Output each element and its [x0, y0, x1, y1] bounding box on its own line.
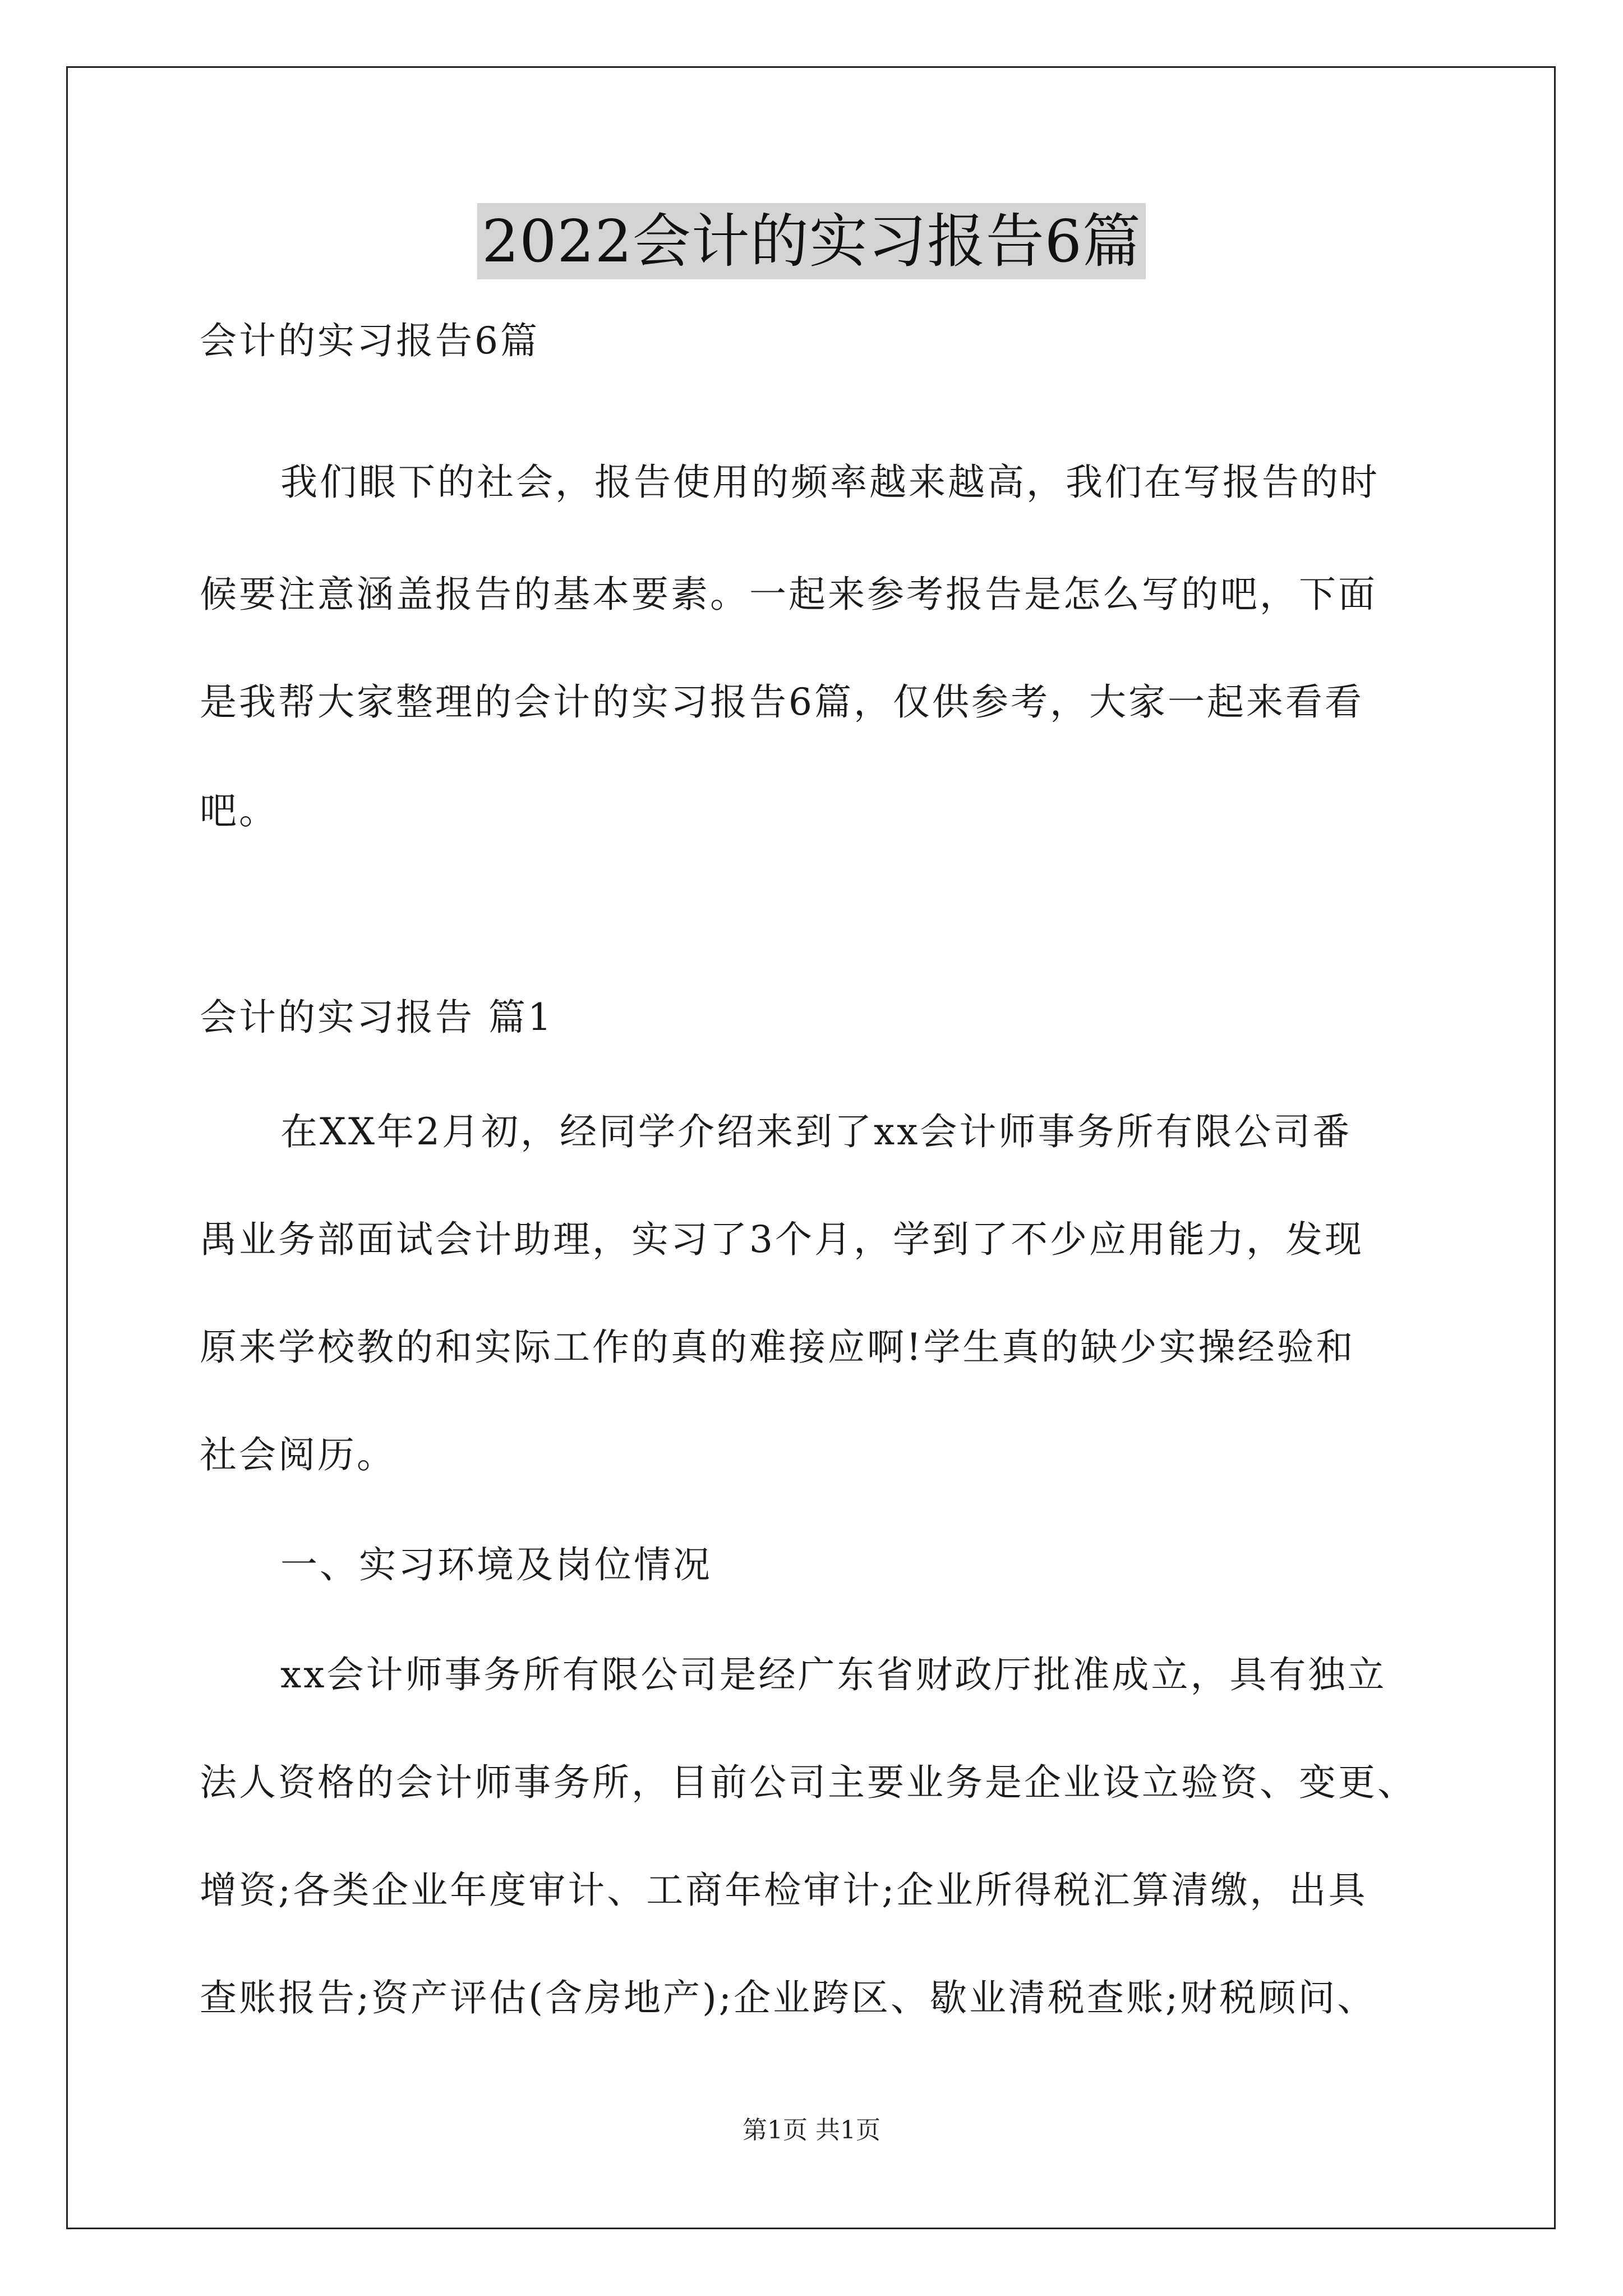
subtitle-line: 会计的实习报告6篇 — [200, 319, 540, 362]
body-line: 社会阅历。 — [200, 1433, 396, 1476]
document-title: 2022会计的实习报告6篇 — [477, 203, 1146, 279]
page-footer: 第1页 共1页 — [743, 2116, 880, 2145]
body-line: 查账报告;资产评估(含房地产);企业跨区、歇业清税查账;财税顾问、 — [200, 1976, 1377, 2019]
subsection-heading: 一、实习环境及岗位情况 — [280, 1543, 712, 1586]
body-line: 候要注意涵盖报告的基本要素。一起来参考报告是怎么写的吧，下面 — [200, 573, 1377, 616]
title-container — [0, 203, 1623, 279]
body-line: 是我帮大家整理的会计的实习报告6篇，仅供参考，大家一起来看看 — [200, 680, 1364, 724]
body-line: 在XX年2月初，经同学介绍来到了xx会计师事务所有限公司番 — [280, 1110, 1352, 1153]
body-line: 原来学校教的和实际工作的真的难接应啊!学生真的缺少实操经验和 — [200, 1326, 1355, 1369]
body-line: xx会计师事务所有限公司是经广东省财政厅批准成立，具有独立 — [280, 1653, 1387, 1696]
body-line: 吧。 — [200, 789, 278, 832]
body-line: 法人资格的会计师事务所，目前公司主要业务是企业设立验资、变更、 — [200, 1761, 1417, 1804]
body-line: 增资;各类企业年度审计、工商年检审计;企业所得税汇算清缴，出具 — [200, 1869, 1368, 1912]
section-heading: 会计的实习报告 篇1 — [200, 996, 554, 1039]
body-line: 我们眼下的社会，报告使用的频率越来越高，我们在写报告的时 — [280, 461, 1380, 504]
body-line: 禺业务部面试会计助理，实习了3个月，学到了不少应用能力，发现 — [200, 1218, 1364, 1261]
